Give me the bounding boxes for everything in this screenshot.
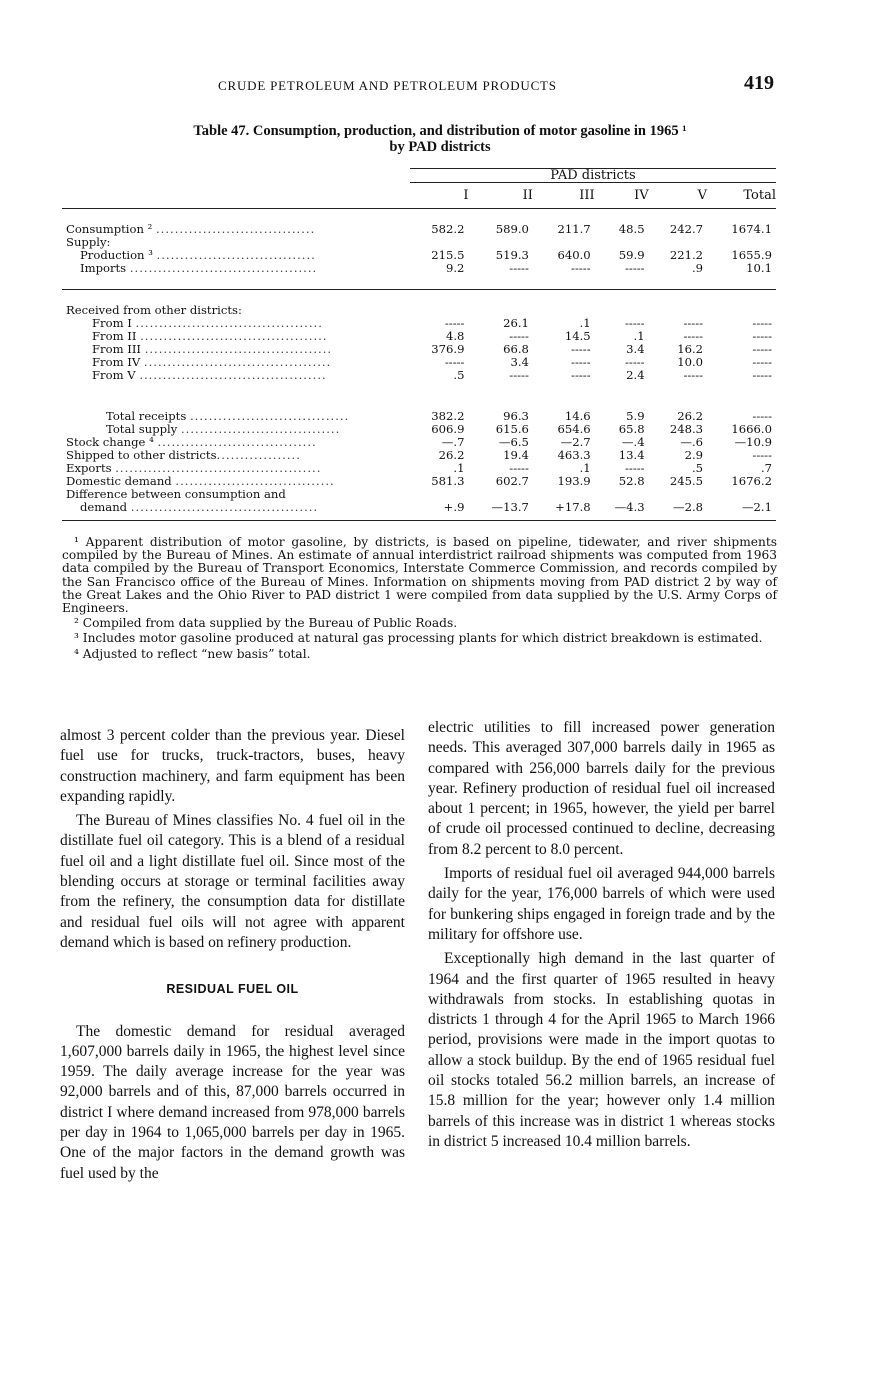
column-header: III	[533, 183, 595, 209]
table-cell: 66.8	[503, 342, 529, 356]
table-cell: -----	[625, 316, 645, 330]
table-row: From III ........................................ 376.9 66.8 ----- 3.4 16.2 -----	[62, 343, 776, 356]
table-cell: —.6	[680, 435, 704, 449]
table-row: From V ........................................ .5 ----- ----- 2.4 ----- -----	[62, 369, 776, 382]
table-cell: 606.9	[431, 422, 465, 436]
body-column-right	[428, 718, 775, 1156]
table-row: demand ........................................ +.9 —13.7 +17.8 —4.3 —2.8 —2.1	[62, 501, 776, 521]
table-cell: -----	[509, 368, 529, 382]
row-label: From II	[92, 330, 137, 343]
table-cell: 615.6	[495, 422, 529, 436]
row-label: Consumption ²	[66, 223, 153, 236]
table-cell: -----	[509, 329, 529, 343]
table-row: Shipped to other districts.................. 26.2 19.4 463.3 13.4 2.9 -----	[62, 449, 776, 462]
table-cell: 3.4	[626, 342, 645, 356]
table-cell: -----	[752, 355, 772, 369]
table-cell: -----	[752, 368, 772, 382]
footnote: ⁴ Adjusted to reflect “new basis” total.	[74, 646, 311, 661]
table-cell: -----	[571, 368, 591, 382]
page-number: 419	[744, 72, 774, 94]
table-cell: -----	[625, 355, 645, 369]
table-cell: 96.3	[503, 409, 529, 423]
footnote: ² Compiled from data supplied by the Bureau of Public Roads.	[74, 616, 458, 631]
table-row: From II ........................................ 4.8 ----- 14.5 .1 ----- -----	[62, 330, 776, 343]
table-row: Consumption ² .................................. 582.2 589.0 211.7 48.5 242.7 1674.1	[62, 223, 776, 236]
table-cell: 589.0	[495, 222, 529, 236]
row-label: Imports	[80, 262, 127, 275]
column-header: II	[468, 183, 532, 209]
table-cell: 14.5	[564, 329, 591, 343]
table-cell: .1	[633, 329, 645, 343]
table-cell: 640.0	[557, 248, 591, 262]
table-footnotes	[62, 536, 777, 663]
table-cell: 1676.2	[731, 474, 772, 488]
table-row: Total supply .................................. 606.9 615.6 654.6 65.8 248.3 1666.0	[62, 423, 776, 436]
running-title: CRUDE PETROLEUM AND PETROLEUM PRODUCTS	[218, 78, 557, 93]
table-cell: —4.3	[595, 501, 649, 521]
table-cell: +.9	[410, 501, 468, 521]
table-cell: -----	[625, 461, 645, 475]
table-cell: .5	[453, 368, 465, 382]
column-header: Total	[707, 183, 776, 209]
table-cell: 10.1	[746, 261, 772, 275]
table-cell: 5.9	[626, 409, 645, 423]
table-cell: 26.2	[677, 409, 704, 423]
table-cell: 52.8	[618, 474, 645, 488]
table-cell: —10.9	[734, 435, 772, 449]
table-cell: .1	[579, 316, 591, 330]
table-cell: .1	[453, 461, 465, 475]
row-label: Shipped to other districts	[66, 449, 217, 462]
table-cell: 248.3	[669, 422, 704, 436]
row-label: Stock change ⁴	[66, 436, 154, 449]
table-cell: -----	[752, 342, 772, 356]
table-cell: 14.6	[564, 409, 591, 423]
footnote: ¹ Apparent distribution of motor gasoline, by districts, is based on pipeline, tidewater, and river shipments compiled by the Bureau of Mines. An estimate of annual interdistrict railroad shipments was computed from 1963 data compiled by the Bureau of Transport Economics, Interstate Commerce Commission, and records compiled by the San Francisco office of the Bureau of Mines. Information on shipments moving from PAD district 2 by way of the Great Lakes and the Ohio River to PAD district 1 were compiled from data supplied by the U.S. Army Corps of Engineers.	[62, 535, 777, 616]
table-cell: 4.8	[446, 329, 465, 343]
table-cell: 215.5	[431, 248, 465, 262]
table-cell: .5	[692, 461, 704, 475]
table-cell: 1674.1	[731, 222, 772, 236]
table-cell: -----	[571, 355, 591, 369]
table-row: Total receipts .................................. 382.2 96.3 14.6 5.9 26.2 -----	[62, 410, 776, 423]
table-cell: 211.7	[557, 222, 591, 236]
row-label: From III	[92, 343, 141, 356]
column-header: I	[410, 183, 468, 209]
table-cell: 193.9	[557, 474, 591, 488]
table-title-line2: by PAD districts	[389, 139, 491, 155]
table-cell: -----	[752, 448, 772, 462]
table-cell: 245.5	[669, 474, 704, 488]
table-cell: -----	[683, 368, 704, 382]
table-cell: -----	[683, 329, 704, 343]
table-cell: 10.0	[677, 355, 704, 369]
table-cell: 13.4	[618, 448, 645, 462]
table-cell: .1	[579, 461, 591, 475]
paragraph: almost 3 percent colder than the previous year. Diesel fuel use for trucks, truck-tractors, buses, heavy construction machinery, and farm equipment has been expanding rapidly.	[60, 727, 405, 805]
table-cell: 519.3	[495, 248, 529, 262]
table-cell: 1666.0	[731, 422, 772, 436]
table-row	[62, 304, 776, 317]
table-cell: —2.7	[560, 435, 591, 449]
row-label: Total supply	[106, 423, 178, 436]
table-cell: 19.4	[503, 448, 529, 462]
group-header: PAD districts	[410, 169, 776, 183]
table-cell: .7	[760, 461, 772, 475]
section-heading: RESIDUAL FUEL OIL	[166, 982, 299, 997]
table-cell: 602.7	[495, 474, 529, 488]
table-cell: 2.4	[626, 368, 645, 382]
table-cell: -----	[444, 316, 465, 330]
table-row: From IV ........................................ ----- 3.4 ----- ----- 10.0 -----	[62, 356, 776, 369]
table-cell: 382.2	[431, 409, 465, 423]
table-cell: —2.8	[649, 501, 707, 521]
row-label: Difference between consumption and	[66, 488, 286, 501]
column-header: IV	[595, 183, 649, 209]
table-cell: 654.6	[557, 422, 591, 436]
row-label: From IV	[92, 356, 141, 369]
table-cell: 2.9	[684, 448, 704, 462]
column-header: V	[649, 183, 707, 209]
row-label: Received from other districts:	[66, 304, 242, 317]
paragraph: Exceptionally high demand in the last quarter of 1964 and the first quarter of 1965 resulted in heavy withdrawals from stocks. In establishing quotas in districts 1 through 4 for the April 1965 to March 1966 period, provisions were made in the import quotas to allow a stock buildup. By the end of 1965 residual fuel oil stocks totaled 56.2 million barrels, an increase of 15.8 million for the year; however only 1.4 million barrels of this increase was in district 1 whereas stocks in district 5 increased 10.4 million barrels.	[428, 950, 775, 1150]
table-row: Stock change ⁴ .................................. —.7 —6.5 —2.7 —.4 —.6 —10.9	[62, 436, 776, 449]
table-cell: 3.4	[510, 355, 529, 369]
table-cell: 26.2	[438, 448, 465, 462]
table-cell: -----	[571, 342, 591, 356]
table-cell: 582.2	[431, 222, 465, 236]
row-label: From V	[92, 369, 136, 382]
table-cell: 463.3	[557, 448, 591, 462]
row-label: Total receipts	[106, 410, 187, 423]
row-label: demand	[80, 501, 128, 514]
table-cell: -----	[752, 329, 772, 343]
table-row	[62, 236, 776, 249]
footnote: ³ Includes motor gasoline produced at natural gas processing plants for which district breakdown is estimated.	[74, 631, 763, 646]
table-cell: 376.9	[431, 342, 465, 356]
table-cell: 16.2	[677, 342, 704, 356]
table-cell: 9.2	[446, 261, 465, 275]
paragraph: The Bureau of Mines classifies No. 4 fuel oil in the distillate fuel oil category. This is a blend of a residual fuel oil and a light distillate fuel oil. Since most of the blending occurs at storage or terminal facilities away from the refinery, the consumption data for distillate and residual fuel oils will not agree with apparent demand which is based on refinery production.	[60, 812, 405, 951]
table-cell: +17.8	[533, 501, 595, 521]
row-label: Supply:	[66, 236, 111, 249]
row-label: Domestic demand	[66, 475, 172, 488]
table-cell: 221.2	[669, 248, 704, 262]
paragraph: electric utilities to fill increased power generation needs. This averaged 307,000 barrels daily in 1965 as compared with 256,000 barrels daily for the previous year. Refinery production of residual fuel oil increased about 1 percent; in 1965, however, the yield per barrel of crude oil processed continued to decline, decreasing from 8.2 percent to 8.0 percent.	[428, 719, 775, 858]
table-cell: -----	[509, 261, 529, 275]
table-cell: 1655.9	[731, 248, 772, 262]
table-cell: 242.7	[669, 222, 704, 236]
table-cell: -----	[509, 461, 529, 475]
table-row: Exports ............................................ .1 ----- .1 ----- .5 .7	[62, 462, 776, 475]
table-cell: -----	[571, 261, 591, 275]
table-row: Production ³ .................................. 215.5 519.3 640.0 59.9 221.2 1655.9	[62, 249, 776, 262]
table-row: Imports ........................................ 9.2 ----- ----- ----- .9 10.1	[62, 262, 776, 275]
table-cell: —2.1	[707, 501, 776, 521]
table-cell: 59.9	[618, 248, 645, 262]
table-cell: —.7	[441, 435, 465, 449]
row-label: From I	[92, 317, 132, 330]
table-cell: 65.8	[618, 422, 645, 436]
paragraph: The domestic demand for residual averaged 1,607,000 barrels daily in 1965, the highest level since 1959. The daily average increase for the year was 92,000 barrels and of this, 87,000 barrels occurred in district I where demand increased from 978,000 barrels per day in 1964 to 1,065,000 barrels per day in 1965. One of the major factors in the demand growth was fuel used by the	[60, 1022, 405, 1182]
table-cell: —.4	[621, 435, 645, 449]
table-cell: —6.5	[498, 435, 529, 449]
table-cell: 48.5	[618, 222, 645, 236]
table-cell: 26.1	[503, 316, 529, 330]
gasoline-table	[62, 168, 776, 521]
page-header	[60, 72, 780, 100]
table-cell: 581.3	[431, 474, 465, 488]
table-cell: -----	[752, 409, 772, 423]
table-cell: .9	[692, 261, 704, 275]
table-title-line1: Table 47. Consumption, production, and distribution of motor gasoline in 1965 ¹	[193, 123, 687, 139]
body-column-left	[60, 726, 405, 1188]
row-label: Production ³	[80, 249, 153, 262]
table-row	[62, 488, 776, 501]
table-row: From I ........................................ ----- 26.1 .1 ----- ----- -----	[62, 317, 776, 330]
table-cell: —13.7	[468, 501, 532, 521]
row-label: Exports	[66, 462, 112, 475]
table-cell: -----	[625, 261, 645, 275]
table-row: Domestic demand .................................. 581.3 602.7 193.9 52.8 245.5 1676.2	[62, 475, 776, 488]
table-cell: -----	[683, 316, 704, 330]
table-title	[60, 123, 820, 155]
table-cell: -----	[752, 316, 772, 330]
paragraph: Imports of residual fuel oil averaged 944,000 barrels daily for the year, 176,000 barrels of which were used for bunkering ships engaged in foreign trade and by the military for offshore use.	[428, 865, 775, 943]
table-cell: -----	[444, 355, 465, 369]
